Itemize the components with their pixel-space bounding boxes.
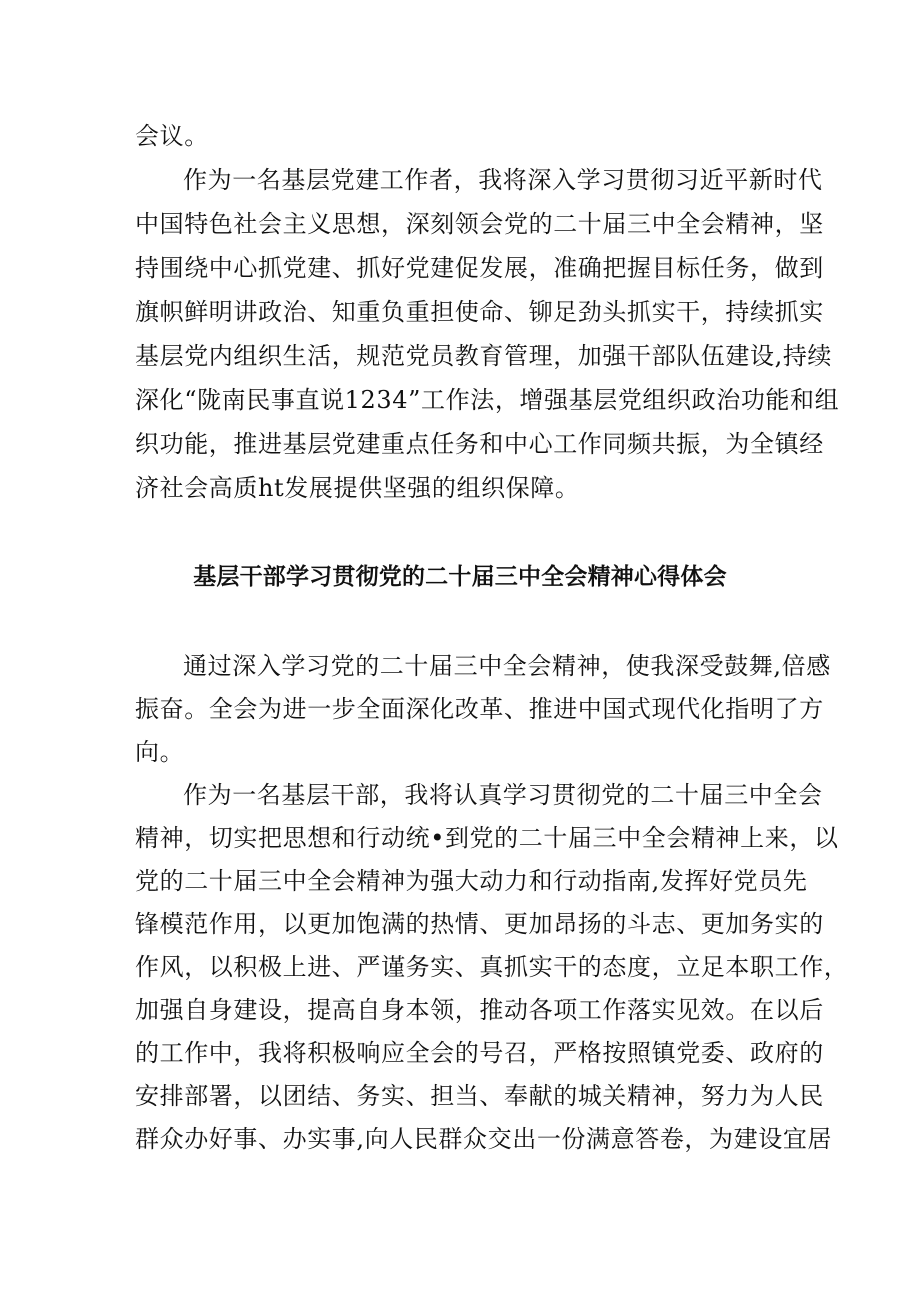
- paragraph-line: 深化“陇南民事直说1234”工作法，增强基层党组织政治功能和组: [135, 386, 840, 414]
- paragraph-line: 会议。: [135, 122, 209, 150]
- paragraph-line: 安排部署，以团结、务实、担当、奉献的城关精神，努力为人民: [135, 1082, 824, 1110]
- paragraph-line: 精神，切实把思想和行动统•到党的二十届三中全会精神上来，以: [135, 824, 839, 852]
- paragraph-line: 向。: [135, 738, 185, 766]
- paragraph-line: 党的二十届三中全会精神为强大动力和行动指南,发挥好党员先: [135, 867, 808, 895]
- paragraph-line: 作为一名基层党建工作者，我将深入学习贯彻习近平新时代: [183, 166, 823, 194]
- paragraph-line: 织功能，推进基层党建重点任务和中心工作同频共振，为全镇经: [135, 430, 824, 458]
- paragraph-line: 持围绕中心抓党建、抓好党建促发展，准确把握目标任务，做到: [135, 254, 824, 282]
- paragraph-line: 加强自身建设，提高自身本领，推动各项工作落实见效。在以后: [135, 996, 824, 1024]
- paragraph-line: 济社会高质ht发展提供坚强的组织保障。: [135, 474, 580, 502]
- paragraph-line: 中国特色社会主义思想，深刻领会党的二十届三中全会精神，坚: [135, 210, 824, 238]
- paragraph-line: 通过深入学习党的二十届三中全会精神，使我深受鼓舞,倍感: [183, 652, 831, 680]
- paragraph-line: 锋模范作用，以更加饱满的热情、更加昂扬的斗志、更加务实的: [135, 910, 824, 938]
- paragraph-line: 作为一名基层干部，我将认真学习贯彻党的二十届三中全会: [183, 781, 823, 809]
- section-heading: 基层干部学习贯彻党的二十届三中全会精神心得体会: [193, 564, 727, 590]
- paragraph-line: 振奋。全会为进一步全面深化改革、推进中国式现代化指明了方: [135, 695, 824, 723]
- paragraph-line: 基层党内组织生活，规范党员教育管理，加强干部队伍建设,持续: [135, 342, 833, 370]
- paragraph-line: 旗帜鲜明讲政治、知重负重担使命、铆足劲头抓实干，持续抓实: [135, 298, 824, 326]
- paragraph-line: 群众办好事、办实事,向人民群众交出一份满意答卷，为建设宜居: [135, 1125, 833, 1153]
- paragraph-line: 的工作中，我将积极响应全会的号召，严格按照镇党委、政府的: [135, 1039, 824, 1067]
- paragraph-line: 作风，以积极上进、严谨务实、真抓实干的态度，立足本职工作，: [135, 953, 849, 981]
